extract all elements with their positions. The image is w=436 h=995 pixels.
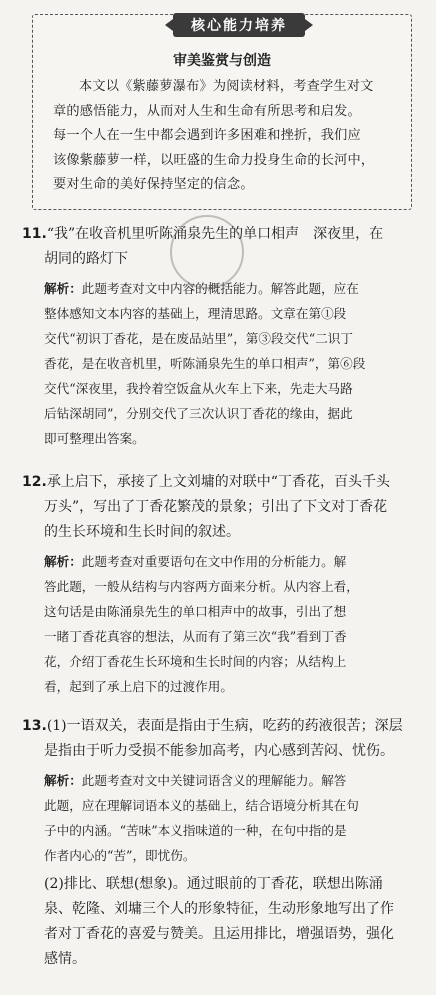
answer-line: (2)排比、联想(想象)。通过眼前的丁香花，联想出陈涌 — [44, 876, 383, 892]
question-number: 12. — [22, 474, 47, 490]
analysis-line: 此题考查对文中内容的概括能力。解答此题，应在 — [81, 281, 359, 296]
answer-line: 泉、乾隆、刘墉三个人的形象特征，生动形象地写出了作 — [44, 901, 394, 917]
answer-line: 是指由于听力受损不能参加高考，内心感到苦闷、忧伤。 — [44, 743, 394, 759]
analysis-line: 答此题，一般从结构与内容两方面来分析。从内容上看， — [44, 579, 359, 594]
answer-line: 万头”，写出了丁香花繁茂的景象；引出了下文对丁香花 — [44, 499, 388, 515]
analysis-label: 解析： — [44, 773, 82, 788]
answer-line: 承上启下，承接了上文刘墉的对联中“丁香花，百头千头 — [46, 474, 390, 490]
analysis-line: 作者内心的“苦”，即忧伤。 — [44, 848, 196, 863]
question-number: 11. — [22, 226, 47, 242]
section-line: 章的感悟能力，从而对人生和生命有所思考和启发。 — [53, 103, 361, 119]
analysis-line: 整体感知文本内容的基础上，理清思路。文章在第①段 — [44, 306, 347, 321]
analysis-line: 此题考查对重要语句在文中作用的分析能力。解 — [81, 554, 347, 569]
section-badge: 核心能力培养 — [173, 13, 305, 37]
answer-line: (1)一语双关，表面是指由于生病，吃药的药液很苦；深层 — [46, 718, 403, 734]
analysis-line: 这句话是由陈涌泉先生的单口相声中的故事，引出了想 — [44, 604, 347, 619]
analysis-line: 即可整理出答案。 — [44, 431, 145, 446]
analysis-line: 交代“深夜里，我拎着空饭盒从火车上下来，先走大马路 — [44, 381, 353, 396]
analysis-line: 花，介绍丁香花生长环境和生长时间的内容；从结构上 — [44, 654, 347, 669]
section-line: 该像紫藤萝一样，以旺盛的生命力投身生命的长河中， — [53, 152, 375, 168]
analysis-label: 解析： — [44, 281, 82, 296]
section-body — [53, 75, 397, 198]
analysis-line: 一睹丁香花真容的想法，从而有了第三次“我”看到丁香 — [44, 629, 347, 644]
analysis-label: 解析： — [44, 554, 82, 569]
section-title: 审美鉴赏与创造 — [173, 53, 271, 69]
analysis-line: 子中的内涵。“苦味”本义指味道的一种，在句中指的是 — [44, 823, 347, 838]
analysis-line: 看，起到了承上启下的过渡作用。 — [44, 679, 233, 694]
section-line: 本文以《紫藤萝瀑布》为阅读材料，考查学生对文 — [79, 79, 374, 94]
analysis-line: 香花，是在收音机里，听陈涌泉先生的单口相声”，第⑥段 — [44, 356, 366, 371]
answer-line: 的生长环境和生长时间的叙述。 — [44, 524, 240, 540]
answer-line: 者对丁香花的喜爱与赞美。且运用排比，增强语势，强化 — [44, 926, 394, 942]
watermark-stamp — [170, 215, 244, 289]
section-line: 要对生命的美好保持坚定的信念。 — [53, 177, 254, 193]
answer-line: 感情。 — [44, 951, 86, 967]
question-12 — [22, 470, 418, 699]
analysis-line: 此题考查对文中关键词语含义的理解能力。解答 — [81, 773, 347, 788]
analysis-line: 后钻深胡同”，分别交代了三次认识丁香花的缘由，据此 — [44, 406, 353, 421]
analysis-line: 交代“初识丁香花，是在废品站里”，第③段交代“二识丁 — [44, 331, 353, 346]
answer-line: 胡同的路灯下 — [44, 251, 128, 267]
section-line: 每一个人在一生中都会遇到许多困难和挫折，我们应 — [53, 128, 361, 144]
analysis-line: 此题，应在理解词语本义的基础上，结合语境分析其在句 — [44, 798, 359, 813]
question-13 — [22, 714, 418, 972]
answer-line: “我”在收音机里听陈涌泉先生的单口相声 深夜里，在 — [46, 226, 384, 242]
core-ability-box — [32, 14, 412, 210]
question-number: 13. — [22, 718, 47, 734]
